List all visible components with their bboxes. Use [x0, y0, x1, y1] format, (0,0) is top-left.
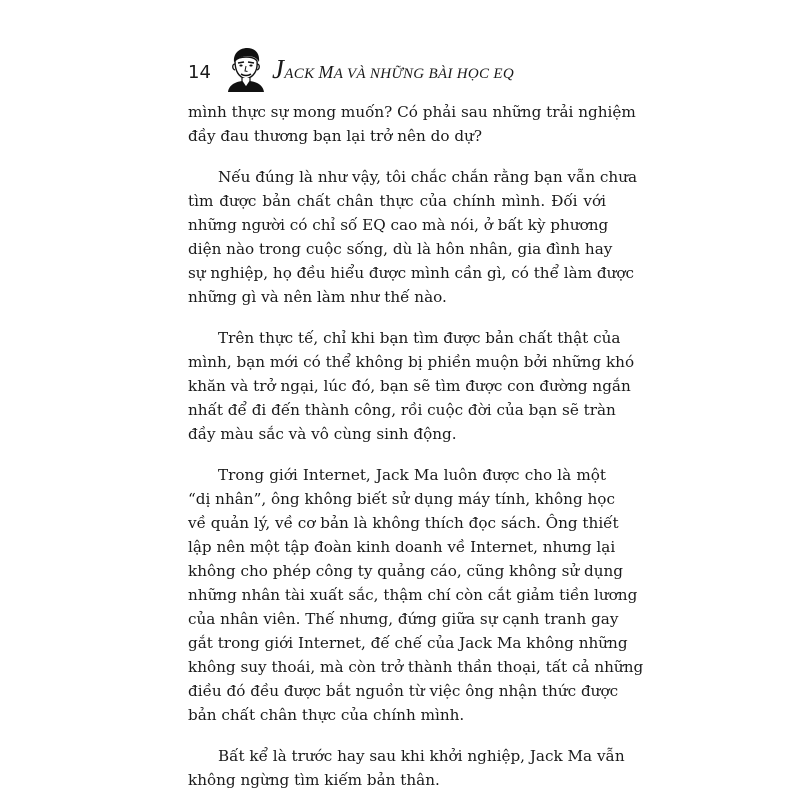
text-line: của nhân viên. Thế nhưng, đứng giữa sự cạnh tranh gay — [188, 610, 619, 628]
portrait-illustration — [226, 46, 266, 92]
paragraph — [188, 165, 638, 309]
text-line: Nếu đúng là như vậy, tôi chắc chắn rằng bạn vẫn chưa — [218, 168, 638, 186]
paragraph — [188, 326, 635, 446]
text-line: đầy màu sắc và vô cùng sinh động. — [188, 425, 457, 443]
running-title-initial-j: J — [272, 54, 285, 84]
page-number: 14 — [188, 62, 211, 83]
running-title — [272, 56, 514, 83]
text-line: những người có chỉ số EQ cao mà nói, ở bất kỳ phương — [188, 216, 609, 234]
text-line: mình thực sự mong muốn? Có phải sau những trải nghiệm — [188, 103, 636, 121]
text-line: bản chất chân thực của chính mình. — [188, 706, 465, 724]
text-line: điều đó đều được bắt nguồn từ việc ông nhận thức được — [188, 682, 619, 700]
text-line: những gì và nên làm như thế nào. — [188, 288, 447, 306]
running-title-part-1: ACK — [284, 66, 319, 82]
text-line: những nhân tài xuất sắc, thậm chí còn cắt giảm tiền lương — [188, 586, 638, 604]
text-line: đầy đau thương bạn lại trở nên do dự? — [188, 127, 482, 145]
text-line: sự nghiệp, họ đều hiểu được mình cần gì, có thể làm được — [188, 264, 635, 282]
paragraph — [188, 463, 644, 727]
text-line: không cho phép công ty quảng cáo, cũng không sử dụng — [188, 562, 623, 580]
text-line: khăn và trở ngại, lúc đó, bạn sẽ tìm được con đường ngắn — [188, 377, 631, 395]
text-line: về quản lý, về cơ bản là không thích đọc sách. Ông thiết — [188, 514, 619, 532]
text-line: “dị nhân”, ông không biết sử dụng máy tính, không học — [188, 490, 615, 508]
text-line: Trên thực tế, chỉ khi bạn tìm được bản chất thật của — [218, 329, 621, 347]
text-line: mình, bạn mới có thể không bị phiền muộn bởi những khó — [188, 353, 635, 371]
text-line: không suy thoái, mà còn trở thành thần thoại, tất cả những — [188, 658, 644, 676]
text-line: nhất để đi đến thành công, rồi cuộc đời của bạn sẽ tràn — [188, 401, 616, 419]
page-header — [188, 44, 608, 98]
running-title-initial-m: M — [318, 62, 334, 82]
text-line: Bất kể là trước hay sau khi khởi nghiệp, Jack Ma vẫn — [218, 747, 625, 765]
text-line: Trong giới Internet, Jack Ma luôn được cho là một — [218, 466, 606, 484]
running-title-part-2: A VÀ NHỮNG BÀI HỌC EQ — [333, 66, 514, 82]
paragraph — [188, 100, 636, 148]
text-line: lập nên một tập đoàn kinh doanh về Internet, nhưng lại — [188, 538, 616, 556]
text-line: diện nào trong cuộc sống, dù là hôn nhân, gia đình hay — [188, 240, 613, 258]
body-text — [188, 100, 644, 809]
text-line: gắt trong giới Internet, đế chế của Jack Ma không những — [188, 634, 628, 652]
text-line: không ngừng tìm kiếm bản thân. — [188, 771, 440, 789]
paragraph — [188, 744, 625, 792]
text-line: tìm được bản chất chân thực của chính mình. Đối với — [188, 192, 606, 210]
